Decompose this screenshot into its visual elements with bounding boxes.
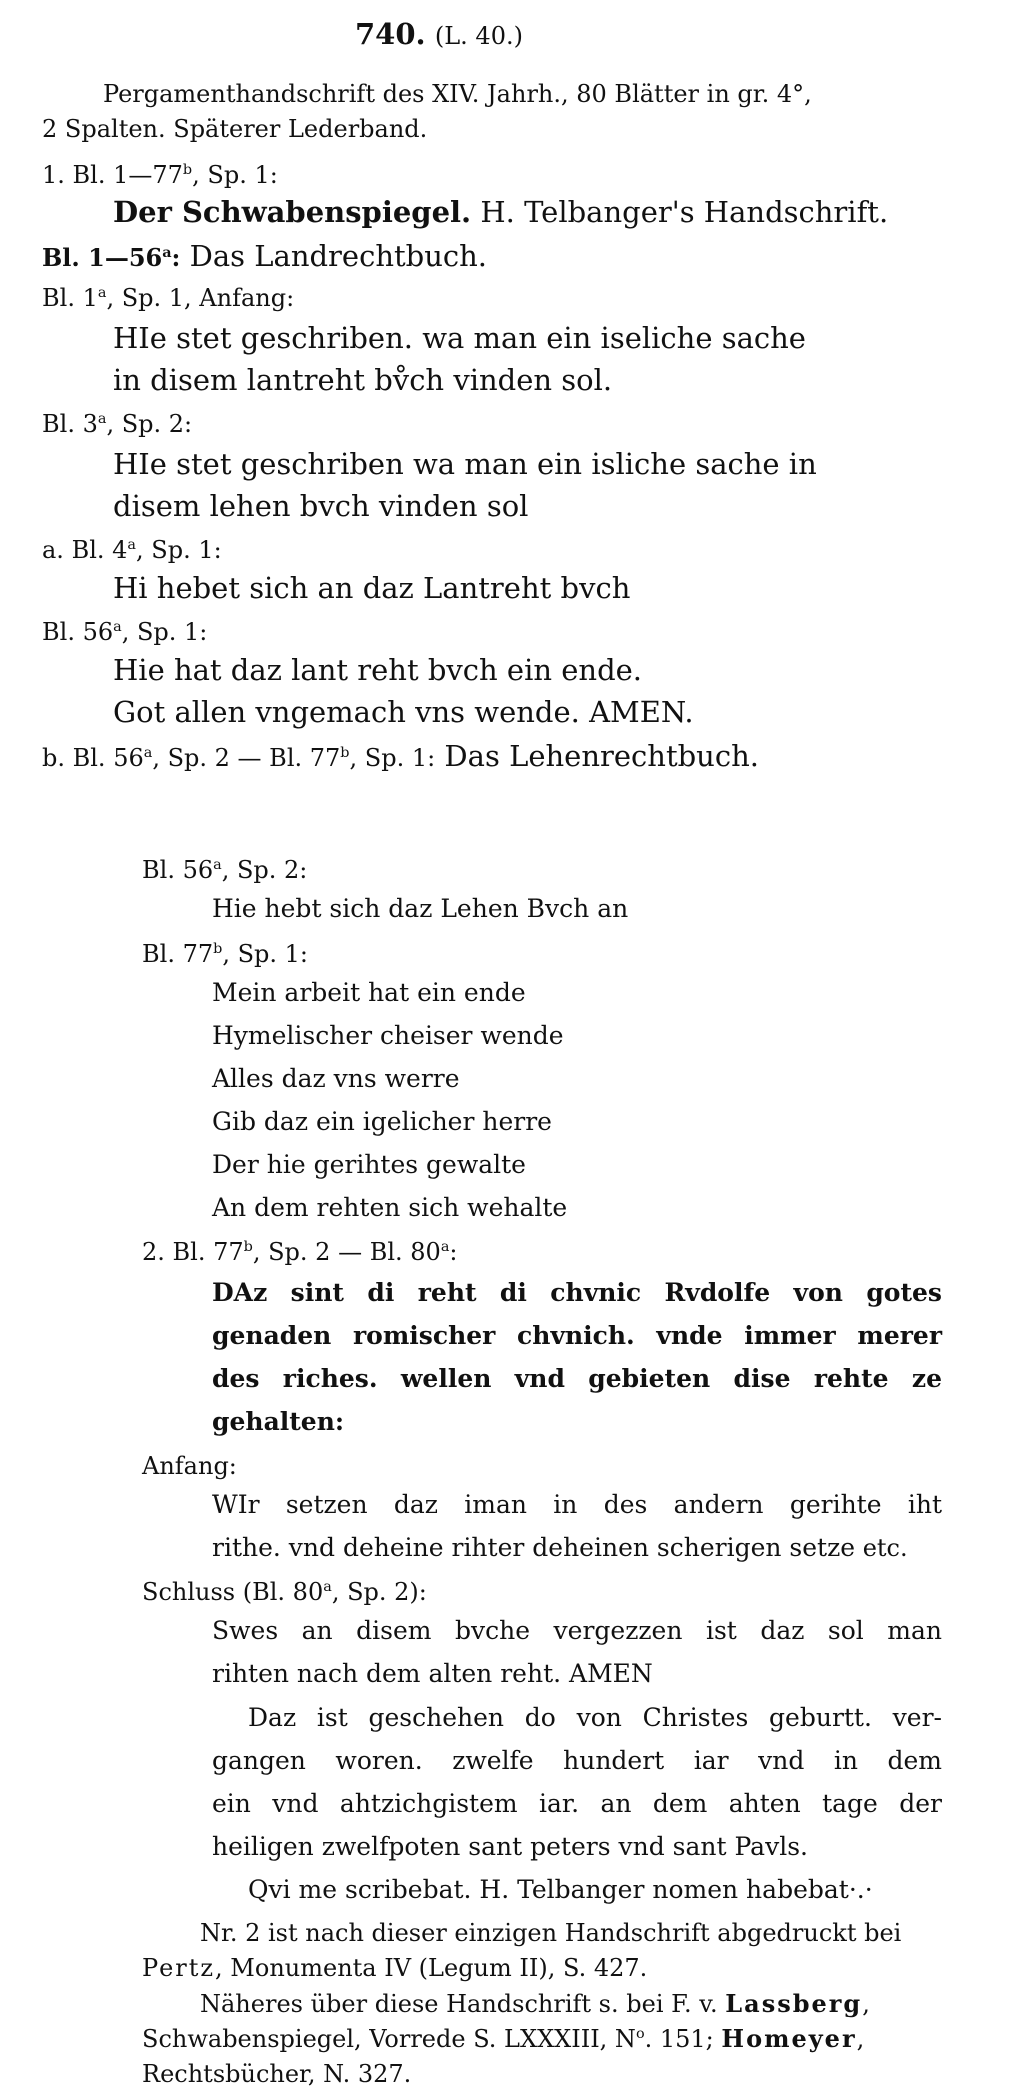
incipit1-line-2: in disem lantreht bv̊ch vinden sol. (113, 363, 613, 397)
schluss-line-1: Swes an disem bvche vergezzen ist daz sol man (212, 1616, 942, 1645)
part2-title-line-4: gehalten: (212, 1407, 345, 1436)
verse-line-4: Gib daz ein igelicher herre (212, 1107, 552, 1136)
manuscript-number: 740. (355, 17, 426, 51)
incipit2-line-2: disem lehen bvch vinden sol (113, 489, 529, 523)
part1-b (42, 739, 759, 773)
part1-title (113, 195, 889, 229)
note1-line-1: Nr. 2 ist nach dieser einzigen Handschrift abgedruckt bei (200, 1919, 902, 1947)
description-line-2: 2 Spalten. Späterer Lederband. (42, 115, 428, 143)
verse-line-3: Alles daz vns werre (212, 1064, 460, 1093)
part1-end-line-2: Got allen vngemach vns wende. AMEN. (113, 695, 694, 729)
part1-title-bold: Der Schwabenspiegel. (113, 195, 472, 229)
part1-a-locator: a. Bl. 4$^a$, Sp. 1: (42, 536, 222, 564)
part1-title-rest: H. Telbanger's Handschrift. (471, 195, 889, 229)
incipit2-line-1: HIe stet geschriben wa man ein isliche sache in (113, 447, 817, 481)
manuscript-ref: (L. 40.) (434, 22, 523, 50)
description-line-1: Pergamenthandschrift des XIV. Jahrh., 80 Blätter in gr. 4°, (103, 80, 812, 108)
note1-line-2: Pertz, Monumenta IV (Legum II), S. 427. (142, 1954, 648, 1982)
verse-line-1: Mein arbeit hat ein ende (212, 978, 526, 1007)
anfang-label: Anfang: (142, 1452, 237, 1480)
part2-title-line-3: des riches. wellen vnd gebieten dise rehte ze (212, 1364, 942, 1393)
verse-line-2: Hymelischer cheiser wende (212, 1021, 564, 1050)
part1-sub (42, 239, 488, 273)
part1-locator: 1. Bl. 1—77$^b$, Sp. 1: (42, 161, 278, 189)
part1-b-title: Das Lehenrechtbuch. (435, 739, 759, 773)
part1-end-line-1: Hie hat daz lant reht bvch ein ende. (113, 653, 643, 687)
scribe-line: Qvi me scribebat. H. Telbanger nomen habebat·.· (248, 1875, 873, 1904)
note2-line-2: Schwabenspiegel, Vorrede S. LXXXIII, $N^o$. 151; Homeyer, (142, 2024, 865, 2053)
incipit1-line-1: HIe stet geschriben. wa man ein iseliche sache (113, 321, 806, 355)
note2-lassberg: Lassberg (725, 1989, 863, 2018)
colophon-line-3: ein vnd ahtzichgistem iar. an dem ahten tage der (212, 1789, 942, 1818)
note2-homeyer: Homeyer (721, 2024, 857, 2053)
anfang-line-2: rithe. vnd deheine rihter deheinen scherigen setze etc. (212, 1533, 908, 1562)
part1-end-locator: Bl. 56$^a$, Sp. 1: (42, 618, 208, 646)
note1-pertz: Pertz (142, 1954, 216, 1982)
incipit2-locator: Bl. 3$^a$, Sp. 2: (42, 410, 193, 438)
part1-b-locator: b. Bl. 56$^a$, Sp. 2 — Bl. 77$^b$, Sp. 1: (42, 744, 436, 772)
part1b-locator-2: Bl. 77$^b$, Sp. 1: (142, 940, 309, 968)
page-heading (355, 17, 523, 51)
colophon-line-1: Daz ist geschehen do von Christes geburtt. ver- (248, 1703, 942, 1732)
colophon-line-2: gangen woren. zwelfe hundert iar vnd in dem (212, 1746, 942, 1775)
part1-a-text: Hi hebet sich an daz Lantreht bvch (113, 571, 631, 605)
note2-line-1: Näheres über diese Handschrift s. bei F. v. Lassberg, (200, 1989, 870, 2018)
schluss-locator: Schluss (Bl. 80$^a$, Sp. 2): (142, 1578, 427, 1606)
note2-line-3: Rechtsbücher, N. 327. (142, 2060, 412, 2088)
schluss-line-2: rihten nach dem alten reht. AMEN (212, 1659, 653, 1688)
part2-title-line-1: DAz sint di reht di chvnic Rvdolfe von gotes (212, 1278, 942, 1307)
colophon-line-4: heiligen zwelfpoten sant peters vnd sant Pavls. (212, 1832, 808, 1861)
part1b-locator-1: Bl. 56$^a$, Sp. 2: (142, 856, 308, 884)
part2-title-line-2: genaden romischer chvnich. vnde immer merer (212, 1321, 942, 1350)
verse-line-6: An dem rehten sich wehalte (212, 1193, 568, 1222)
part1-sub-title: Das Landrechtbuch. (180, 239, 488, 273)
anfang-line-1: WIr setzen daz iman in des andern gerihte iht (212, 1490, 942, 1519)
part2-locator: 2. Bl. 77$^b$, Sp. 2 — Bl. 80$^a$: (142, 1238, 458, 1266)
part1-sub-locator: Bl. 1—56$^a$: (42, 243, 181, 272)
part1b-text-1: Hie hebt sich daz Lehen Bvch an (212, 894, 629, 923)
verse-line-5: Der hie gerihtes gewalte (212, 1150, 526, 1179)
incipit1-locator: Bl. 1$^a$, Sp. 1, Anfang: (42, 284, 295, 312)
anfang-etc: etc. (855, 1534, 908, 1562)
